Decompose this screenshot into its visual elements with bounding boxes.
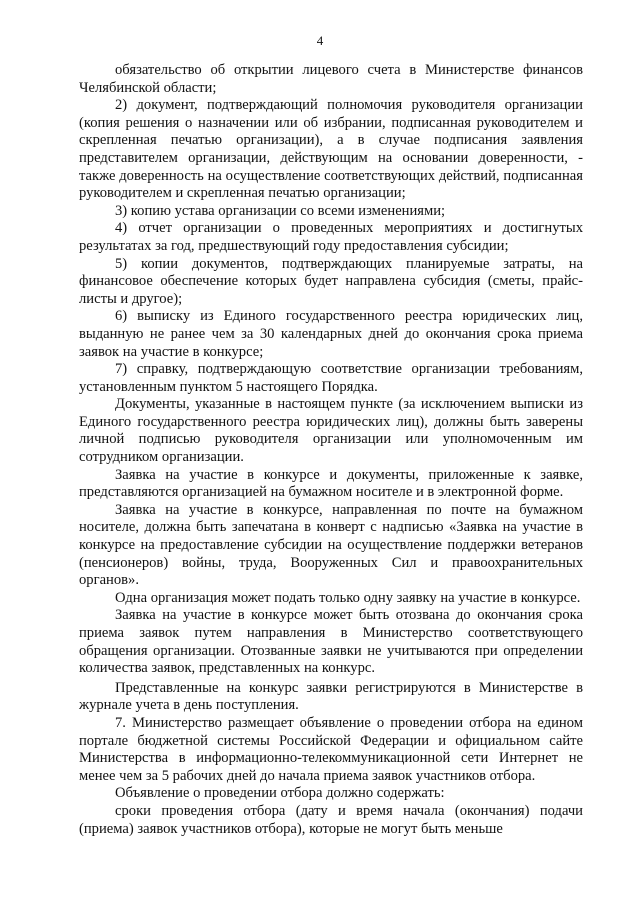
paragraph-section-7: 7. Министерство размещает объявление о проведении отбора на едином портале бюджетной системы Российской Федерации и официальном сайте Министерства в информационно-телекоммуникационной сети Интернет не менее чем за 5 рабочих дней до начала приема заявок участников отбора.: [79, 714, 583, 784]
paragraph-account-obligation: обязательство об открытии лицевого счета в Министерстве финансов Челябинской области;: [79, 62, 583, 96]
page-number: 4: [316, 33, 324, 48]
paragraph-item-5: 5) копии документов, подтверждающих планируемые затраты, на финансовое обеспечение которых будет направлена субсидия (сметы, прайс-листы и другое);: [79, 255, 583, 307]
paragraph-mail-envelope: Заявка на участие в конкурсе, направленная по почте на бумажном носителе, должна быть запечатана в конверт с надписью «Заявка на участие в конкурсе на предоставление субсидии на осуществление поддержки ветеранов (пенсионеров) войны, труда, Вооруженных Сил и правоохранительных органов».: [79, 501, 583, 589]
paragraph-item-7: 7) справку, подтверждающую соответствие организации требованиям, установленным пунктом 5 настоящего Порядка.: [79, 361, 583, 395]
paragraph-item-3: 3) копию устава организации со всеми изменениями;: [115, 202, 446, 219]
paragraph-item-6: 6) выписку из Единого государственного реестра юридических лиц, выданную не ранее чем за 30 календарных дней до окончания срока приема заявок на участие в конкурсе;: [79, 308, 583, 360]
paragraph-submission-form: Заявка на участие в конкурсе и документы, приложенные к заявке, представляются организацией на бумажном носителе и в электронной форме.: [79, 466, 583, 501]
paragraph-announcement-content: Объявление о проведении отбора должно содержать:: [115, 785, 445, 802]
paragraph-selection-dates: сроки проведения отбора (дату и время начала (окончания) подачи (приема) заявок участников отбора), которые не могут быть меньше: [79, 802, 583, 837]
body-text: [79, 62, 583, 838]
paragraph-item-4: 4) отчет организации о проведенных мероприятиях и достигнутых результатах за год, предшествующий году предоставления субсидии;: [79, 220, 583, 254]
paragraph-withdrawal: Заявка на участие в конкурсе может быть отозвана до окончания срока приема заявок путем направления в Министерство соответствующего обращения организации. Отозванные заявки не учитываются при определении количества заявок, представленных на конкурс.: [79, 607, 583, 677]
paragraph-one-application: Одна организация может подать только одну заявку на участие в конкурсе.: [115, 589, 581, 606]
paragraph-registration: Представленные на конкурс заявки регистрируются в Министерстве в журнале учета в день поступления.: [79, 679, 583, 714]
paragraph-documents-certification: Документы, указанные в настоящем пункте (за исключением выписки из Единого государственного реестра юридических лиц), должны быть заверены личной подписью руководителя организации или уполномоченным им сотрудником организации.: [79, 396, 583, 466]
paragraph-item-2: 2) документ, подтверждающий полномочия руководителя организации (копия решения о назначении или об избрании, подписанная руководителем и скрепленная печатью организации), а в случае подписания заявления представителем организации, действующим на основании доверенности, - также доверенность на осуществление соответствующих действий, подписанная руководителем и скрепленная печатью организации;: [79, 97, 583, 202]
